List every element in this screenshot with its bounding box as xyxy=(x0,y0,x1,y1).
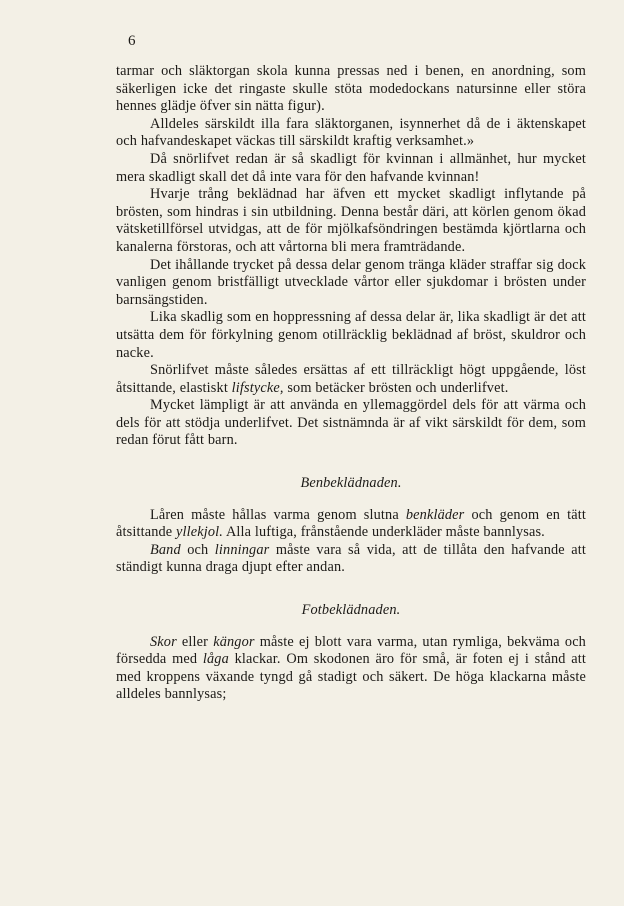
text-run: Alla luftiga, frånstående underkläder måste bannlysas. xyxy=(223,524,545,541)
italic-term: benkläder xyxy=(405,506,465,523)
text-run: måste vara så vida, att de tillåta den hafvande att ständigt kunna draga djupt efter andan. xyxy=(116,541,586,576)
section-heading: Fotbeklädnaden. xyxy=(301,602,401,619)
text-run: och genom en tätt åtsittande xyxy=(116,506,586,541)
paragraph: Lika skadlig som en hoppressning af dessa delar är, lika skadligt är det att utsätta dem för förkylning genom otillräcklig beklädnad af bröst, skuldror och nacke. xyxy=(116,309,586,361)
paragraph xyxy=(116,634,586,704)
section-heading: Benbeklädnaden. xyxy=(300,475,402,492)
paragraph: tarmar och släktorgan skola kunna pressas ned i benen, en anordning, som säkerligen icke det ringaste skulle stöta modedockans natursinne eller störa hennes glädje öfver sin nätta figur). xyxy=(116,63,586,115)
paragraph: Då snörlifvet redan är så skadligt för kvinnan i allmänhet, hur mycket mera skadligt skall det då inte vara för den hafvande kvinnan! xyxy=(116,150,586,185)
page-number: 6 xyxy=(128,33,136,49)
text-run: eller xyxy=(176,633,214,650)
text-run: Snörlifvet måste således ersättas af ett tillräckligt högt uppgående, löst åtsittande, elastiskt xyxy=(116,362,586,396)
italic-term: yllekjol. xyxy=(176,524,224,541)
italic-term: linningar xyxy=(214,541,270,558)
italic-term: lifstycke, xyxy=(231,379,284,396)
body-text xyxy=(116,63,586,704)
italic-term: Skor xyxy=(150,633,177,650)
italic-term: kängor xyxy=(213,633,255,650)
paragraph xyxy=(116,362,586,397)
text-run: klackar. Om skodonen äro för små, är foten ej i stånd att med kroppens växande tyngd gå stadigt och säkert. De höga klackarna måste alldeles bannlysas; xyxy=(116,651,586,703)
paragraph xyxy=(116,542,586,577)
paragraph: Mycket lämpligt är att använda en yllemaggördel dels för att värma och dels för att stödja underlifvet. Det sistnämnda är af vikt särskildt för dem, som redan förut fått barn. xyxy=(116,397,586,449)
italic-term: Band xyxy=(150,541,181,558)
paragraph: Alldeles särskildt illa fara släktorganen, isynnerhet då de i äktenskapet och hafvandeskapet väckas till särskildt kraftig verksamhet.» xyxy=(116,115,586,150)
text-run: måste ej blott vara varma, utan rymliga, bekväma och försedda med xyxy=(116,633,586,668)
paragraph: Hvarje trång beklädnad har äfven ett mycket skadligt inflytande på brösten, som hindras i sin utbildning. Denna består däri, att körlen genom ökad vätsketillförsel utvidgas, att de för mjölkafsöndringen bestämda kjörtlarna och kanalerna förstoras, och att vårtorna bli mera framträdande. xyxy=(116,186,586,255)
italic-term: låga xyxy=(202,651,229,668)
text-run: som betäcker brösten och underlifvet. xyxy=(283,379,509,396)
paragraph xyxy=(116,507,586,542)
paragraph: Det ihållande trycket på dessa delar genom tränga kläder straffar sig dock vanligen genom bristfälligt utvecklade vårtor eller sjukdomar i brösten under barnsängstiden. xyxy=(116,256,586,308)
text-run: och xyxy=(180,541,215,558)
text-run: Låren måste hållas varma genom slutna xyxy=(150,506,406,523)
